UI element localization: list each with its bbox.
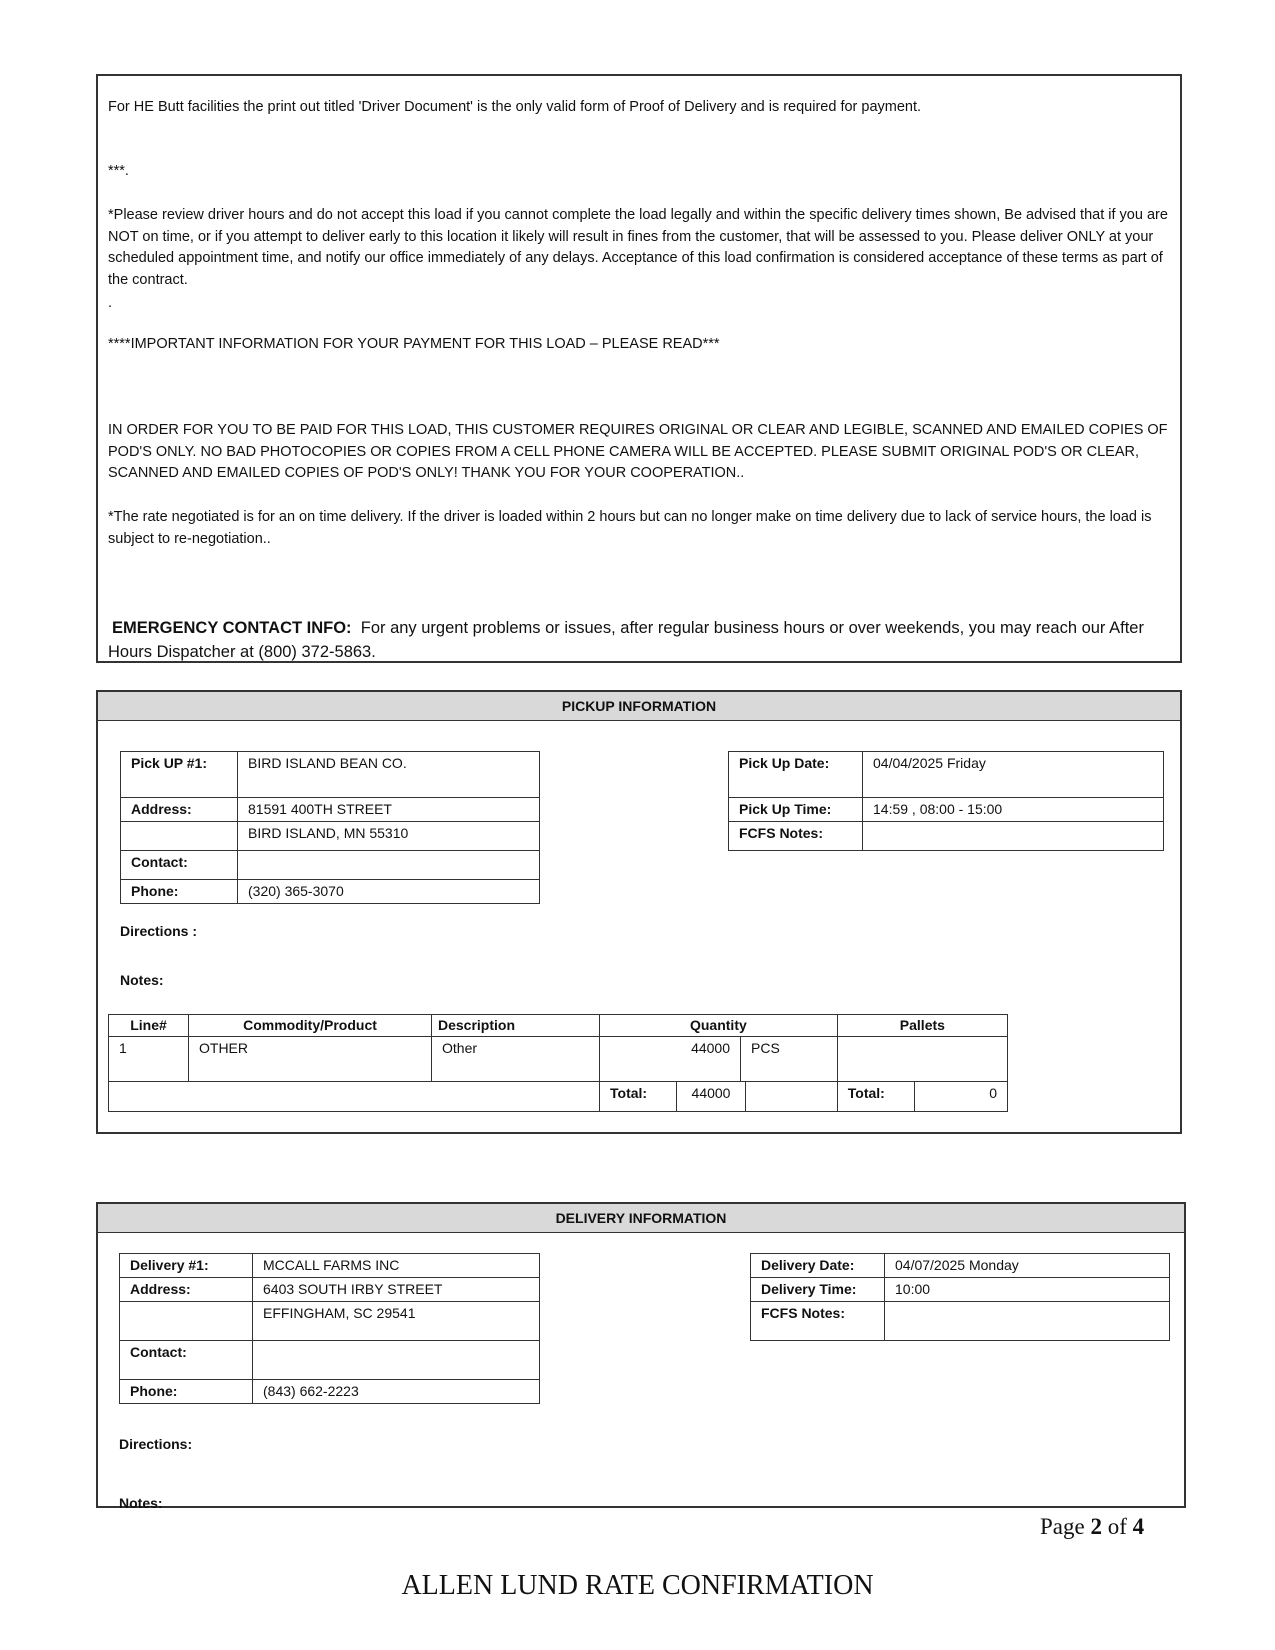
pickup-contact-value — [238, 851, 540, 880]
col-quantity: Quantity — [600, 1015, 838, 1037]
delivery-address-label: Address: — [120, 1278, 253, 1302]
note-line-3: *Please review driver hours and do not accept this load if you cannot complete the load legally and within the specific delivery times shown, Be advised that if you are NOT on time, or if you attempt to deliver early to this location it likely will result in fines from the customer, that will be assessed to you. Please deliver ONLY at your scheduled appointment time, and notify our office immediately of any delays. Acceptance of this load confirmation is considered acceptance of these terms as part of the contract. — [108, 207, 1168, 288]
pickup-phone-value: (320) 365-3070 — [238, 880, 540, 904]
total-blank — [109, 1082, 600, 1112]
page-title: ALLEN LUND RATE CONFIRMATION — [401, 1570, 874, 1601]
qty-total-label: Total: — [600, 1082, 677, 1112]
page-of: of — [1107, 1514, 1127, 1539]
row-qty-unit: PCS — [740, 1037, 837, 1081]
pickup-address-blank — [121, 822, 238, 851]
note-line-1: For HE Butt facilities the print out titled 'Driver Document' is the only valid form of Proof of Delivery and is required for payment. — [108, 99, 922, 115]
emergency-text: For any urgent problems or issues, after regular business hours or over weekends, you may reach our After Hours Dispatcher at (800) 372-5863. — [108, 619, 1144, 661]
qty-total-value: 44000 — [691, 1085, 731, 1101]
pickup-name: BIRD ISLAND BEAN CO. — [238, 752, 540, 798]
page-prefix: Page — [1040, 1514, 1085, 1539]
pallet-total-label: Total: — [837, 1082, 914, 1112]
page-number — [1040, 1514, 1144, 1540]
qty-total-cell — [677, 1082, 838, 1112]
row-pallets — [837, 1037, 1007, 1082]
qty-total-unit-blank — [745, 1082, 837, 1111]
delivery-date-label: Delivery Date: — [751, 1254, 885, 1278]
delivery-time-label: Delivery Time: — [751, 1278, 885, 1302]
note-line-2: ***. — [108, 163, 129, 179]
pickup-date-label: Pick Up Date: — [729, 752, 863, 798]
col-line: Line# — [109, 1015, 189, 1037]
pickup-address-table — [120, 751, 540, 904]
row-line: 1 — [109, 1037, 189, 1082]
emergency-label: EMERGENCY CONTACT INFO: — [112, 619, 352, 637]
delivery-phone-value: (843) 662-2223 — [253, 1380, 540, 1404]
pickup-fcfs-value — [863, 822, 1164, 851]
delivery-name: MCCALL FARMS INC — [253, 1254, 540, 1278]
delivery-label: Delivery #1: — [120, 1254, 253, 1278]
delivery-time-value: 10:00 — [885, 1278, 1170, 1302]
delivery-contact-label: Contact: — [120, 1341, 253, 1380]
pickup-date-table — [728, 751, 1164, 851]
delivery-header: DELIVERY INFORMATION — [98, 1204, 1184, 1233]
pickup-date-value: 04/04/2025 Friday — [863, 752, 1164, 798]
delivery-contact-value — [253, 1341, 540, 1380]
note-line-7: *The rate negotiated is for an on time delivery. If the driver is loaded within 2 hours but can no longer make on time delivery due to lack of service hours, the load is subject to re-negotiation.. — [108, 509, 1152, 547]
delivery-notes-label: Notes: — [119, 1495, 163, 1511]
row-qty-value: 44000 — [691, 1040, 730, 1056]
note-line-5: ****IMPORTANT INFORMATION FOR YOUR PAYMENT FOR THIS LOAD – PLEASE READ*** — [108, 336, 720, 352]
delivery-address-1: 6403 SOUTH IRBY STREET — [253, 1278, 540, 1302]
delivery-directions-label: Directions: — [119, 1436, 193, 1452]
pickup-notes-label: Notes: — [120, 972, 164, 988]
delivery-address-blank — [120, 1302, 253, 1341]
note-line-4: . — [108, 295, 113, 311]
row-commodity: OTHER — [189, 1037, 432, 1082]
col-commodity: Commodity/Product — [189, 1015, 432, 1037]
emergency-contact — [108, 616, 1174, 664]
delivery-phone-label: Phone: — [120, 1380, 253, 1404]
delivery-date-value: 04/07/2025 Monday — [885, 1254, 1170, 1278]
delivery-section — [96, 1202, 1186, 1511]
notes-box — [96, 74, 1182, 663]
delivery-fcfs-label: FCFS Notes: — [751, 1302, 885, 1341]
row-quantity — [600, 1037, 838, 1082]
pickup-address-1: 81591 400TH STREET — [238, 798, 540, 822]
pickup-directions-label: Directions : — [120, 923, 198, 939]
delivery-address-2: EFFINGHAM, SC 29541 — [253, 1302, 540, 1341]
page-current: 2 — [1090, 1514, 1102, 1539]
pickup-address-label: Address: — [121, 798, 238, 822]
page-total: 4 — [1132, 1514, 1145, 1539]
row-description: Other — [432, 1037, 600, 1082]
note-line-6: IN ORDER FOR YOU TO BE PAID FOR THIS LOAD, THIS CUSTOMER REQUIRES ORIGINAL OR CLEAR AND LEGIBLE, SCANNED AND EMAILED COPIES OF POD'S ONLY. NO BAD PHOTOCOPIES OR COPIES FROM A CELL PHONE CAMERA WILL BE ACCEPTED. PLEASE SUBMIT ORIGINAL POD'S OR CLEAR, SCANNED AND EMAILED COPIES OF POD'S ONLY! THANK YOU FOR YOUR COOPERATION.. — [108, 422, 1168, 481]
pickup-label: Pick UP #1: — [121, 752, 238, 798]
pickup-section — [96, 690, 1182, 1134]
pickup-header: PICKUP INFORMATION — [98, 692, 1180, 721]
pallet-total-value: 0 — [914, 1082, 1007, 1112]
table-row — [109, 1037, 1008, 1082]
pickup-contact-label: Contact: — [121, 851, 238, 880]
delivery-address-table — [119, 1253, 540, 1404]
pickup-time-value: 14:59 , 08:00 - 15:00 — [863, 798, 1164, 822]
pickup-fcfs-label: FCFS Notes: — [729, 822, 863, 851]
commodity-table — [108, 1014, 1008, 1112]
col-description: Description — [432, 1015, 600, 1037]
col-pallets: Pallets — [837, 1015, 1007, 1037]
delivery-fcfs-value — [885, 1302, 1170, 1341]
pickup-address-2: BIRD ISLAND, MN 55310 — [238, 822, 540, 851]
delivery-date-table — [750, 1253, 1170, 1341]
pickup-time-label: Pick Up Time: — [729, 798, 863, 822]
pickup-phone-label: Phone: — [121, 880, 238, 904]
